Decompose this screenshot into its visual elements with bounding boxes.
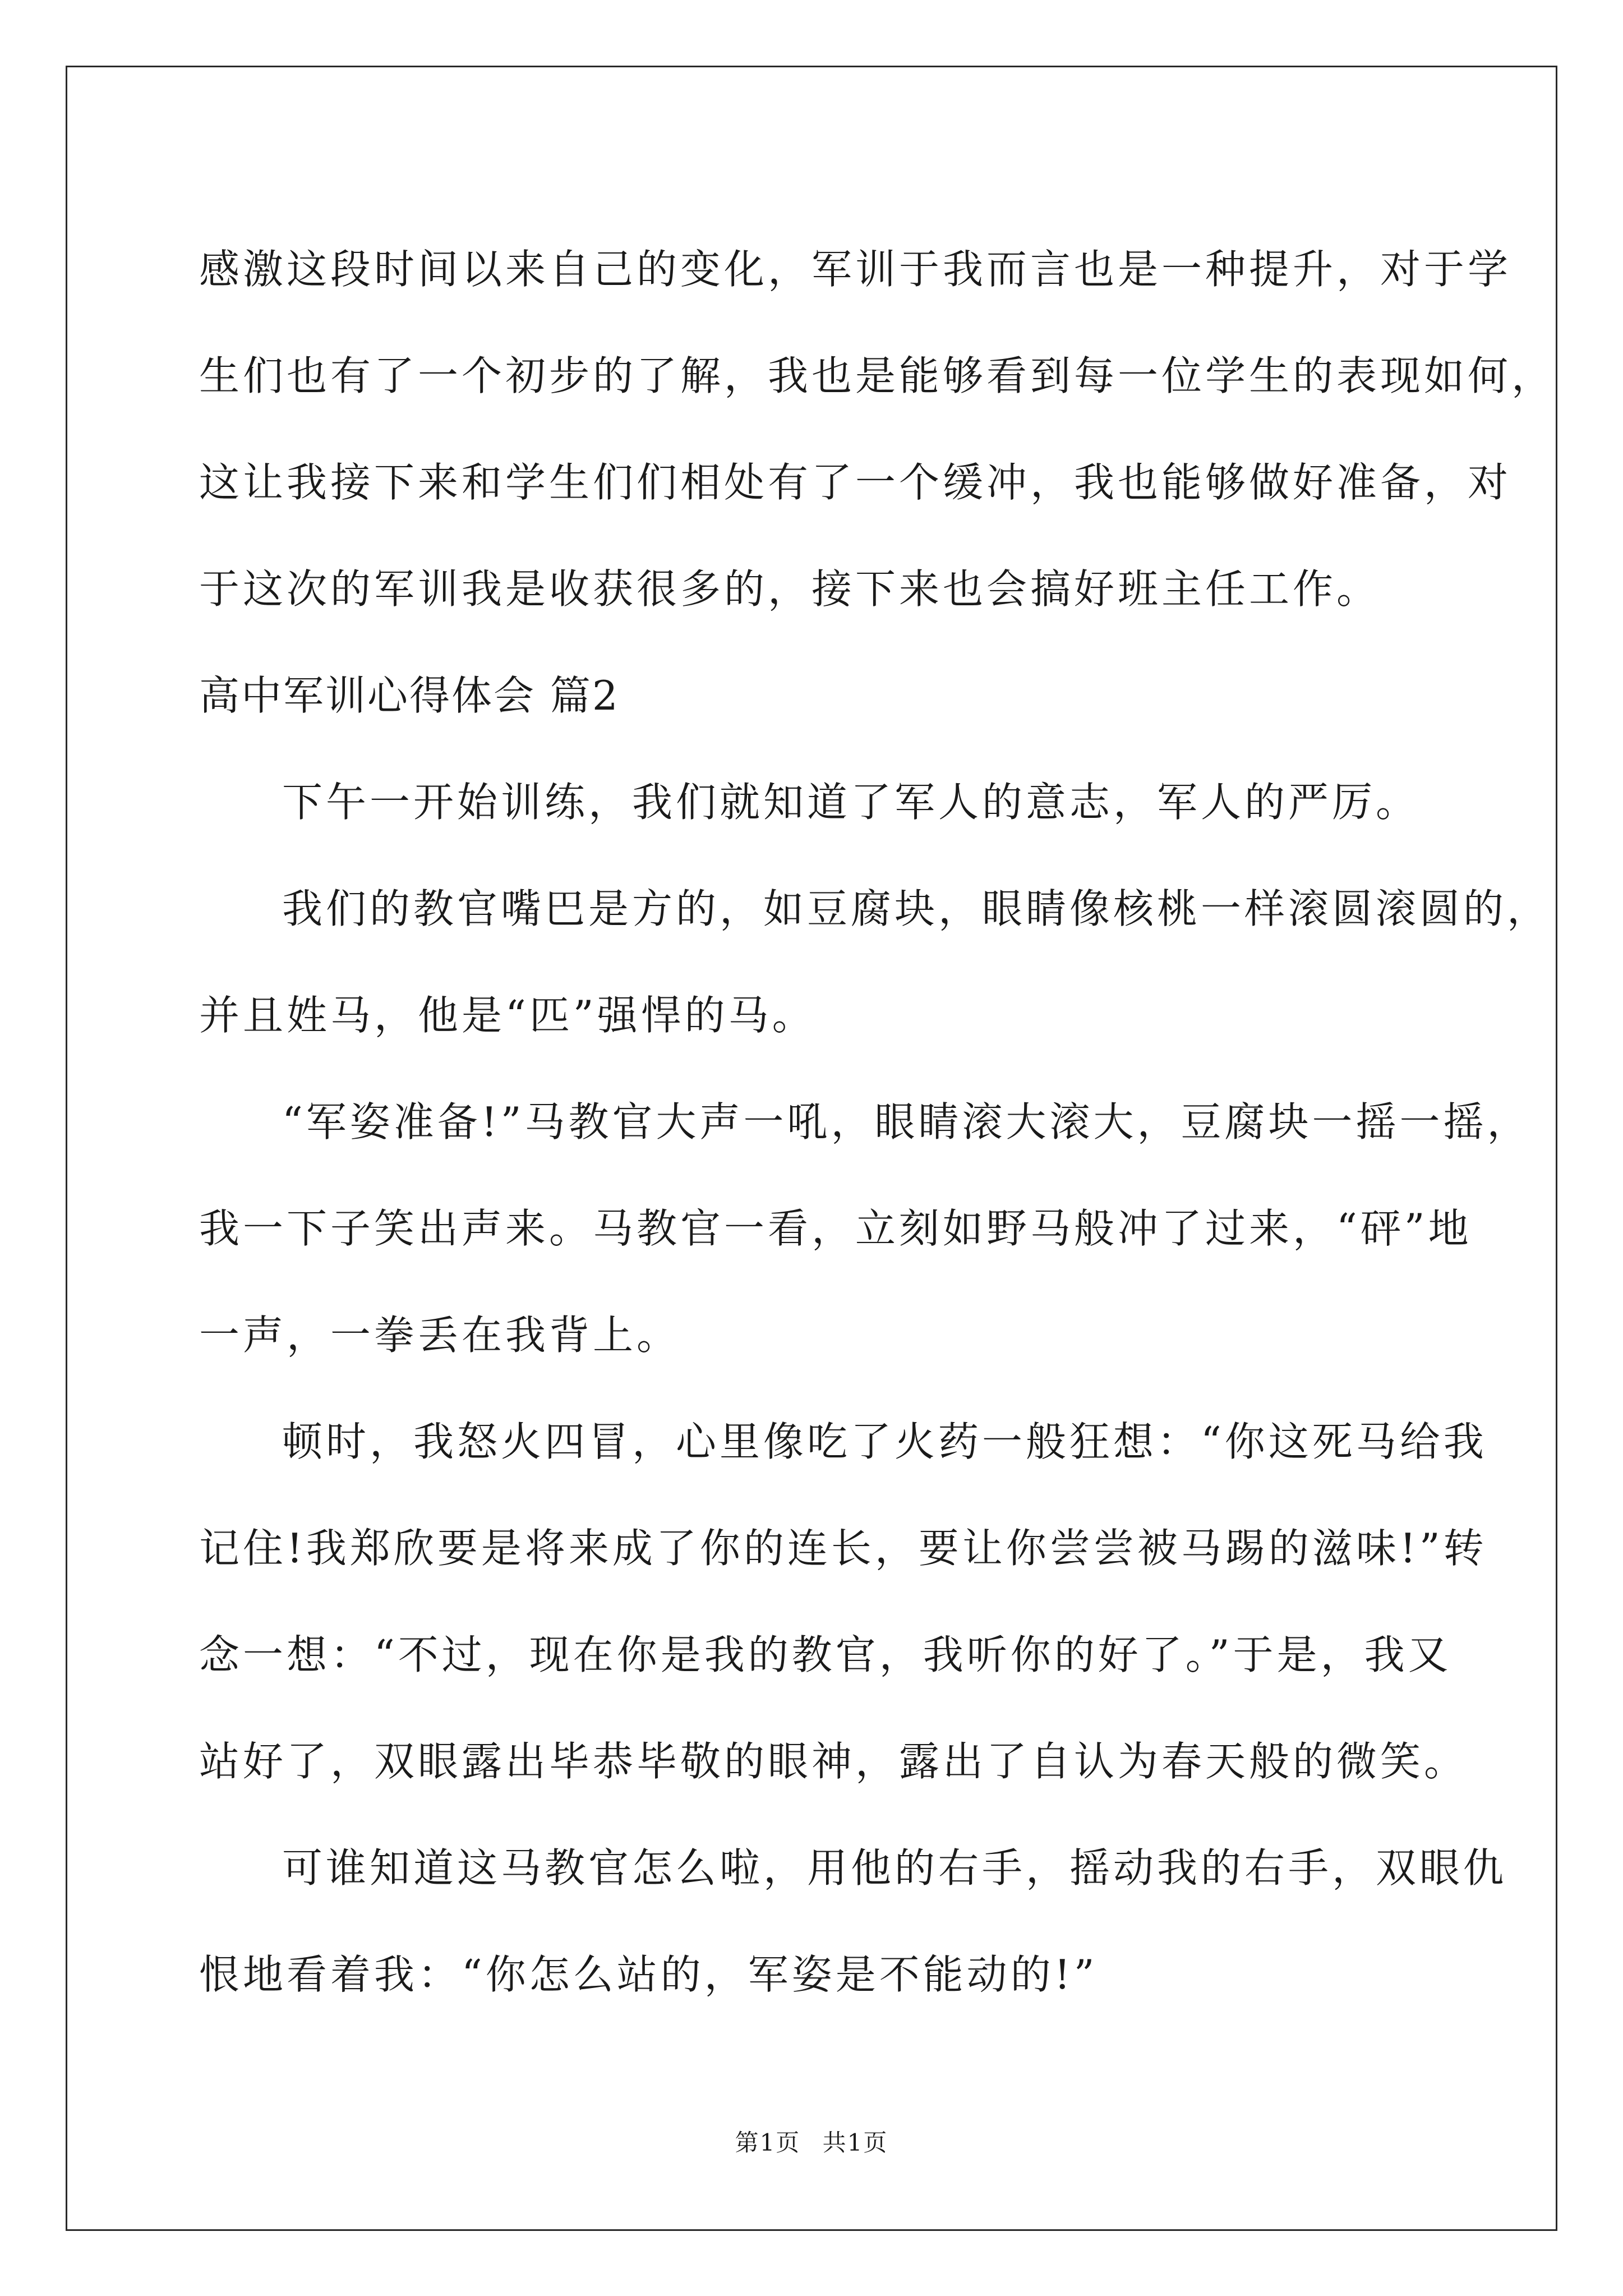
paragraph-first-line: 我们的教官嘴巴是方的，如豆腐块，眼睛像核桃一样滚圆滚圆的， bbox=[282, 885, 1551, 932]
text-line: 念一想：“不过，现在你是我的教官，我听你的好了。”于是，我又 bbox=[199, 1631, 1452, 1678]
paragraph-first-line: 顿时，我怒火四冒，心里像吃了火药一般狂想：“你这死马给我 bbox=[282, 1418, 1487, 1465]
text-line: 于这次的军训我是收获很多的，接下来也会搞好班主任工作。 bbox=[199, 565, 1381, 613]
paragraph-first-line: 下午一开始训练，我们就知道了军人的意志，军人的严厉。 bbox=[282, 779, 1420, 826]
text-line: 生们也有了一个初步的了解，我也是能够看到每一位学生的表现如何， bbox=[199, 352, 1556, 399]
text-line: 站好了，双眼露出毕恭毕敬的眼神，露出了自认为春天般的微笑。 bbox=[199, 1738, 1468, 1785]
text-line: 并且姓马，他是“匹”强悍的马。 bbox=[199, 992, 816, 1039]
text-line: 一声，一拳丢在我背上。 bbox=[199, 1312, 681, 1359]
page-footer bbox=[0, 2126, 1623, 2160]
paragraph-first-line: “军姿准备!”马教官大声一吼，眼睛滚大滚大，豆腐块一摇一摇， bbox=[282, 1098, 1531, 1145]
text-line: 恨地看着我：“你怎么站的，军姿是不能动的!” bbox=[199, 1951, 1098, 1998]
text-line: 我一下子笑出声来。马教官一看，立刻如野马般冲了过来，“砰”地 bbox=[199, 1205, 1472, 1252]
page-number: 第1页 bbox=[735, 2129, 801, 2156]
text-line: 记住!我郑欣要是将来成了你的连长，要让你尝尝被马踢的滋味!”转 bbox=[199, 1525, 1487, 1572]
document-body bbox=[199, 216, 1556, 2028]
text-line: 这让我接下来和学生们们相处有了一个缓冲，我也能够做好准备，对 bbox=[199, 459, 1512, 506]
text-line: 感激这段时间以来自己的变化，军训于我而言也是一种提升，对于学 bbox=[199, 246, 1512, 293]
section-heading: 高中军训心得体会 篇2 bbox=[199, 672, 620, 719]
paragraph-first-line: 可谁知道这马教官怎么啦，用他的右手，摇动我的右手，双眼仇 bbox=[282, 1844, 1507, 1892]
page-total: 共1页 bbox=[822, 2129, 888, 2156]
